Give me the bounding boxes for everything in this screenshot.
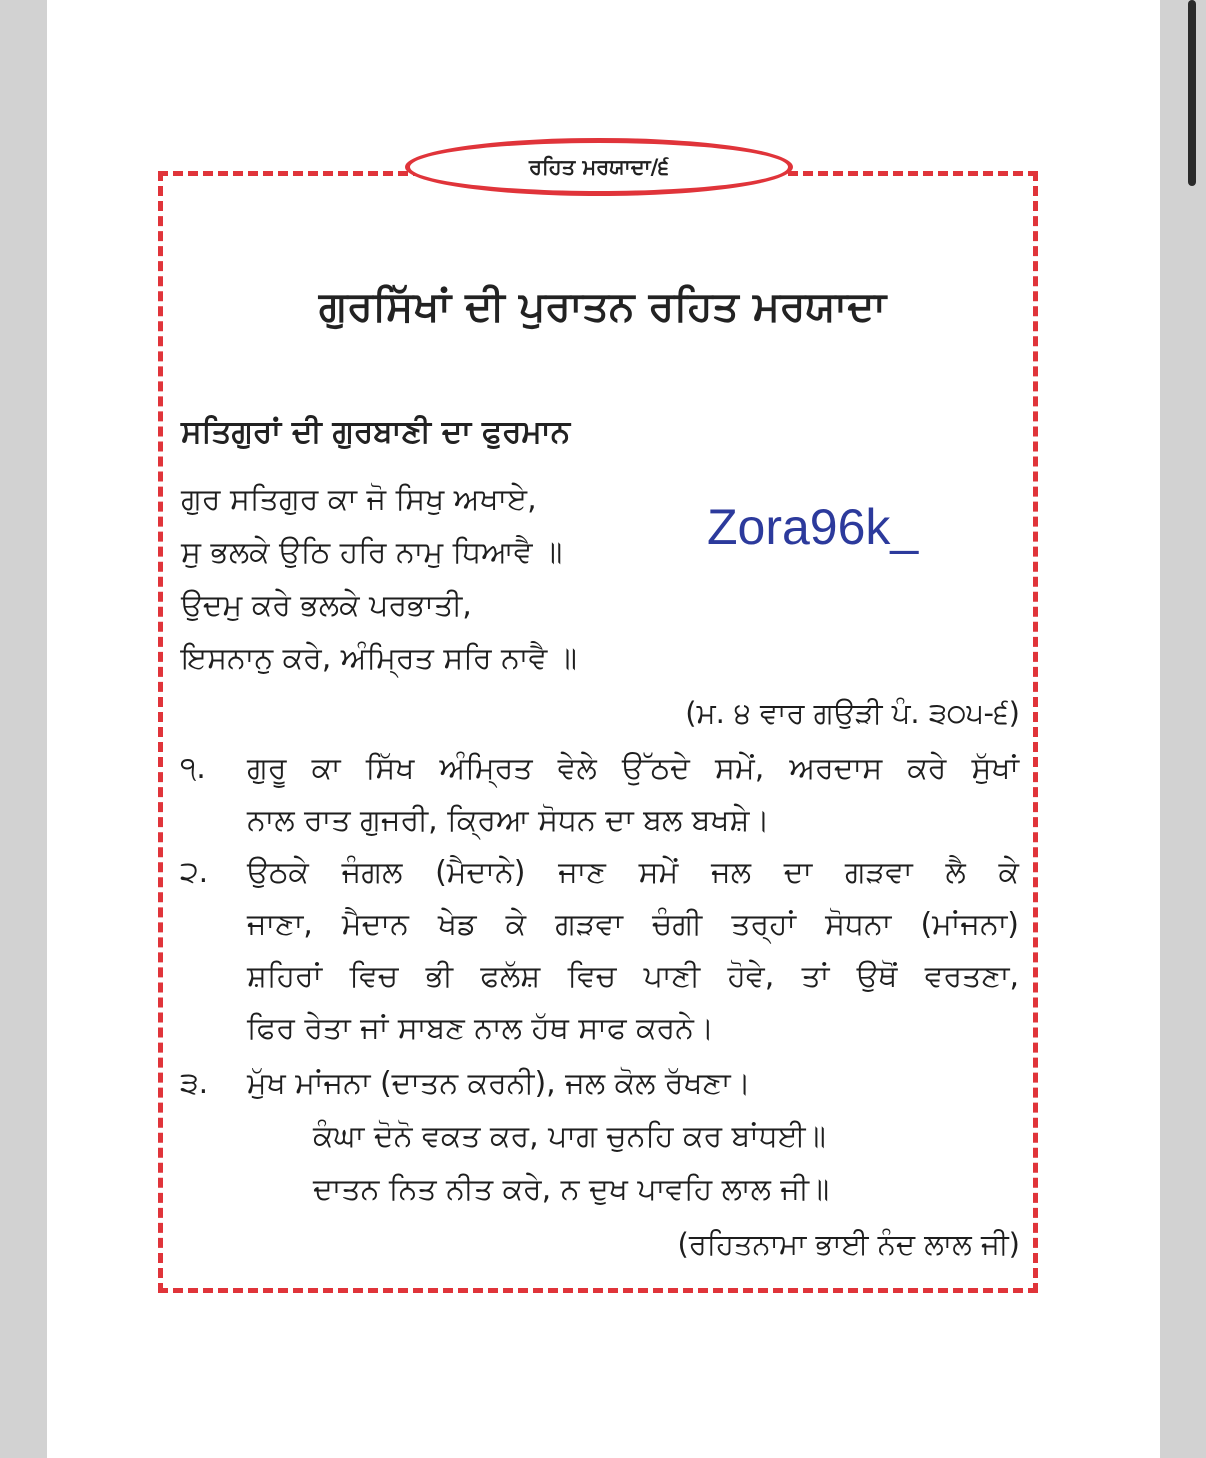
couplet-citation: (ਰਹਿਤਨਾਮਾ ਭਾਈ ਨੰਦ ਲਾਲ ਜੀ): [677, 1227, 1020, 1261]
page-label-badge: [405, 138, 793, 196]
couplet-line: ਦਾਤਨ ਨਿਤ ਨੀਤ ਕਰੇ, ਨ ਦੁਖ ਪਾਵਹਿ ਲਾਲ ਜੀ॥: [313, 1172, 830, 1207]
list-item-line: ਸ਼ਹਿਰਾਂ ਵਿਚ ਭੀ ਫਲੱਸ਼ ਵਿਚ ਪਾਣੀ ਹੋਵੇ, ਤਾਂ ਉਥੋਂ ਵਰਤਣਾ,: [247, 959, 1019, 994]
list-item-line: ਫਿਰ ਰੇਤਾ ਜਾਂ ਸਾਬਣ ਨਾਲ ਹੱਥ ਸਾਫ ਕਰਨੇ।: [247, 1011, 715, 1046]
verse-line: ਸੁ ਭਲਕੇ ਉਠਿ ਹਰਿ ਨਾਮੁ ਧਿਆਵੈ ॥: [181, 535, 563, 570]
list-item-line: ਗੁਰੂ ਕਾ ਸਿੱਖ ਅੰਮ੍ਰਿਤ ਵੇਲੇ ਉੱਠਦੇ ਸਮੇਂ, ਅਰਦਾਸ ਕਰੇ ਸੁੱਖਾਂ: [247, 751, 1019, 786]
list-item-number: ੧.: [180, 751, 206, 786]
list-item-number: ੨.: [180, 855, 209, 890]
verse-line: ਗੁਰ ਸਤਿਗੁਰ ਕਾ ਜੋ ਸਿਖੁ ਅਖਾਏ,: [181, 482, 537, 517]
list-item-line: ਉਠਕੇ ਜੰਗਲ (ਮੈਦਾਨੇ) ਜਾਣ ਸਮੇਂ ਜਲ ਦਾ ਗੜਵਾ ਲੈ ਕੇ: [247, 855, 1019, 890]
verse-line: ਉਦਮੁ ਕਰੇ ਭਲਕੇ ਪਰਭਾਤੀ,: [181, 588, 472, 623]
scrollbar-thumb[interactable]: [1188, 0, 1196, 186]
page-label: ਰਹਿਤ ਮਰਯਾਦਾ/੬: [529, 154, 669, 179]
verse-line: ਇਸਨਾਨੁ ਕਰੇ, ਅੰਮ੍ਰਿਤ ਸਰਿ ਨਾਵੈ ॥: [181, 641, 577, 676]
section-heading: ਸਤਿਗੁਰਾਂ ਦੀ ਗੁਰਬਾਣੀ ਦਾ ਫੁਰਮਾਨ: [181, 414, 571, 450]
list-item-line: ਮੁੱਖ ਮਾਂਜਨਾ (ਦਾਤਨ ਕਰਨੀ), ਜਲ ਕੋਲ ਰੱਖਣਾ।: [247, 1066, 751, 1101]
list-item-line: ਨਾਲ ਰਾਤ ਗੁਜਰੀ, ਕ੍ਰਿਆ ਸੋਧਨ ਦਾ ਬਲ ਬਖਸ਼ੇ।: [247, 803, 770, 838]
list-item-number: ੩.: [180, 1066, 209, 1101]
watermark-text: Zora96k_: [707, 499, 919, 555]
verse-citation: (ਮ. ੪ ਵਾਰ ਗਉੜੀ ਪੰ. ੩੦੫-੬): [685, 696, 1020, 730]
couplet-line: ਕੰਘਾ ਦੋਨੋ ਵਕਤ ਕਰ, ਪਾਗ ਚੁਨਹਿ ਕਰ ਬਾਂਧਈ॥: [313, 1119, 826, 1154]
list-item-line: ਜਾਣਾ, ਮੈਦਾਨ ਖੇਡ ਕੇ ਗੜਵਾ ਚੰਗੀ ਤਰ੍ਹਾਂ ਸੋਧਨਾ (ਮਾਂਜਨਾ): [247, 907, 1019, 942]
document-title: ਗੁਰਸਿੱਖਾਂ ਦੀ ਪੁਰਾਤਨ ਰਹਿਤ ਮਰਯਾਦਾ: [318, 282, 887, 330]
